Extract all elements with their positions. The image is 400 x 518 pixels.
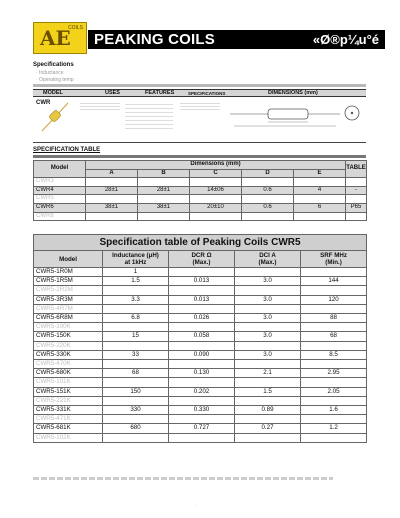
company-logo	[33, 22, 87, 54]
dimensions-cell	[242, 178, 294, 187]
cwr5-cell	[235, 341, 301, 350]
page-number: ·	[196, 502, 198, 508]
cwr5-cell: 3.3	[103, 295, 169, 304]
col-dci-line1: DCI A	[259, 252, 276, 259]
dimensions-cell	[190, 178, 242, 187]
cwr5-cell: 0.090	[169, 350, 235, 359]
cwr5-cell: 0.727	[169, 424, 235, 433]
cwr5-row	[34, 433, 367, 442]
cwr5-cell	[301, 323, 367, 332]
dimensions-row	[34, 203, 367, 212]
cwr5-cell: 88	[301, 314, 367, 323]
cwr5-cell	[235, 378, 301, 387]
cwr5-cell	[235, 268, 301, 277]
col-dimensions-header: Dimensions (mm)	[86, 161, 346, 170]
cwr5-cell: CWR5-3R3M	[34, 295, 103, 304]
cwr5-cell: 3.0	[235, 277, 301, 286]
header-specifications: SPECIFICATIONS	[188, 90, 226, 96]
cwr5-row	[34, 277, 367, 286]
dimensions-cell: 14±06	[190, 186, 242, 195]
dimensions-cell: 38±1	[138, 203, 190, 212]
dimensions-cell: P65	[346, 203, 367, 212]
cwr5-cell	[235, 304, 301, 313]
dimensions-cell: CWR6	[34, 203, 86, 212]
logo-mark: AE	[40, 26, 71, 50]
logo-small-text: COILS	[67, 25, 83, 31]
dimensions-cell	[346, 212, 367, 221]
cwr5-cell	[103, 378, 169, 387]
title-banner	[88, 30, 385, 49]
col-inductance	[103, 251, 169, 268]
cwr5-cell	[169, 323, 235, 332]
divider-line	[33, 142, 366, 143]
col-srf-line1: SRF MHz	[320, 252, 347, 259]
cwr5-cell: CWR5-1R0M	[34, 268, 103, 277]
cwr5-cell: 1.5	[235, 387, 301, 396]
cwr5-cell: CWR5-681K	[34, 424, 103, 433]
spec-line-2: · Operating temp	[36, 77, 74, 83]
col-model-header: Model	[34, 161, 86, 178]
cwr5-cell: CWR5-6R8M	[34, 314, 103, 323]
cwr5-cell	[103, 415, 169, 424]
specifications-text-block	[180, 101, 220, 111]
cwr5-row	[34, 369, 367, 378]
cwr5-cell	[169, 341, 235, 350]
dimensions-cell: CWR8	[34, 212, 86, 221]
dimensions-cell: 38±1	[86, 203, 138, 212]
cwr5-cell: 1	[103, 268, 169, 277]
cwr5-cell: CWR5-680K	[34, 369, 103, 378]
dimensions-cell: CWR3	[34, 178, 86, 187]
dimensions-cell	[346, 178, 367, 187]
cwr5-cell	[235, 415, 301, 424]
dimensions-cell	[242, 195, 294, 204]
cwr5-cell	[301, 396, 367, 405]
col-dcr-line2: (Max.)	[192, 259, 211, 266]
cwr5-cell: 8.5	[301, 350, 367, 359]
cwr5-cell: 0.202	[169, 387, 235, 396]
spec-table-heading: SPECIFICATION TABLE	[33, 147, 101, 153]
dimensions-cell	[190, 212, 242, 221]
cwr5-cell: 3.0	[235, 332, 301, 341]
dimensions-cell: 0.6	[242, 186, 294, 195]
dimensions-cell: 28±1	[138, 186, 190, 195]
cwr5-cell: 3.0	[235, 295, 301, 304]
col-dci-line2: (Max.)	[258, 259, 277, 266]
cwr5-cell	[103, 396, 169, 405]
cwr5-row	[34, 387, 367, 396]
cwr5-cell: CWR5-331K	[34, 406, 103, 415]
cwr5-cell	[301, 268, 367, 277]
model-value: CWR	[36, 100, 51, 106]
cwr5-cell: 0.026	[169, 314, 235, 323]
dimensions-cell	[190, 195, 242, 204]
cwr5-spec-table	[33, 234, 367, 443]
cwr5-cell: 1.6	[301, 406, 367, 415]
col-model	[34, 251, 103, 268]
dimensions-cell: 28±1	[86, 186, 138, 195]
dimensions-cell	[86, 178, 138, 187]
dimensions-row	[34, 212, 367, 221]
cwr5-cell	[301, 341, 367, 350]
cwr5-cell: 33	[103, 350, 169, 359]
cwr5-cell: CWR5-330K	[34, 350, 103, 359]
cwr5-cell: 0.013	[169, 277, 235, 286]
cwr5-cell: CWR5-471K	[34, 415, 103, 424]
col-c-header: C	[190, 169, 242, 178]
cwr5-cell	[169, 360, 235, 369]
cwr5-row	[34, 332, 367, 341]
cwr5-row	[34, 396, 367, 405]
cwr5-cell	[301, 286, 367, 295]
cwr5-cell	[103, 341, 169, 350]
cwr5-cell	[235, 286, 301, 295]
header-uses: USES	[105, 90, 120, 96]
cwr5-row	[34, 295, 367, 304]
cwr5-row	[34, 360, 367, 369]
cwr5-row	[34, 424, 367, 433]
cwr5-cell	[301, 415, 367, 424]
cwr5-cell: CWR5-100K	[34, 323, 103, 332]
cwr5-row	[34, 415, 367, 424]
cwr5-cell	[169, 286, 235, 295]
cwr5-cell: CWR5-4R7M	[34, 304, 103, 313]
cwr5-cell: 0.130	[169, 369, 235, 378]
dimensions-cell	[294, 195, 346, 204]
cwr5-cell: 0.013	[169, 295, 235, 304]
cwr5-cell: 6.8	[103, 314, 169, 323]
cwr5-cell	[103, 360, 169, 369]
features-header-row	[33, 89, 366, 97]
spec-line-1: · Inductance	[36, 70, 64, 76]
cwr5-cell: 0.058	[169, 332, 235, 341]
col-srf-line2: (Min.)	[325, 259, 342, 266]
cwr5-cell: 330	[103, 406, 169, 415]
col-a-header: A	[86, 169, 138, 178]
cwr5-cell: 0.89	[235, 406, 301, 415]
cwr5-cell	[169, 433, 235, 442]
cwr5-cell: CWR5-150K	[34, 332, 103, 341]
cwr5-cell: 3.0	[235, 350, 301, 359]
dimensions-cell: 4	[294, 186, 346, 195]
spec-table-divider	[33, 155, 366, 158]
cwr5-cell: 1.5	[103, 277, 169, 286]
dimensions-cell: 20±10	[190, 203, 242, 212]
cwr5-cell: 2.05	[301, 387, 367, 396]
footnote	[33, 476, 333, 482]
cwr5-row	[34, 268, 367, 277]
col-dcr-line1: DCR Ω	[191, 252, 212, 259]
cwr5-cell: 0.27	[235, 424, 301, 433]
dimensions-cell	[294, 212, 346, 221]
cwr5-cell	[235, 433, 301, 442]
cwr5-row	[34, 314, 367, 323]
cwr5-row	[34, 378, 367, 387]
col-model-label: Model	[59, 255, 77, 263]
col-dcr	[169, 251, 235, 268]
cwr5-cell	[235, 396, 301, 405]
cwr5-cell	[169, 415, 235, 424]
dimensions-table	[33, 160, 367, 221]
cwr5-cell	[103, 323, 169, 332]
col-dci	[235, 251, 301, 268]
dimensions-cell: -	[346, 186, 367, 195]
cwr5-cell	[169, 378, 235, 387]
cwr5-cell	[301, 378, 367, 387]
col-inductance-line1: Inductance (μH)	[112, 252, 159, 259]
cwr5-cell: CWR5-1R5M	[34, 277, 103, 286]
cwr5-cell	[103, 286, 169, 295]
cwr5-cell: 680	[103, 424, 169, 433]
cwr5-table-title: Specification table of Peaking Coils CWR5	[34, 235, 367, 251]
cwr5-cell: 120	[301, 295, 367, 304]
cwr5-cell	[169, 304, 235, 313]
cwr5-cell: 0.330	[169, 406, 235, 415]
dimensions-cell	[86, 195, 138, 204]
cwr5-row	[34, 406, 367, 415]
cwr5-cell: 15	[103, 332, 169, 341]
cwr5-cell: 68	[301, 332, 367, 341]
cwr5-cell	[169, 396, 235, 405]
cwr5-row	[34, 304, 367, 313]
col-b-header: B	[138, 169, 190, 178]
dimensions-cell: 6	[294, 203, 346, 212]
header-dimensions: DIMENSIONS (mm)	[268, 90, 318, 96]
cwr5-row	[34, 350, 367, 359]
cwr5-cell: 1.2	[301, 424, 367, 433]
cwr5-row	[34, 286, 367, 295]
dimensions-row	[34, 186, 367, 195]
dimensions-cell	[138, 212, 190, 221]
cwr5-row	[34, 341, 367, 350]
cwr5-cell	[103, 433, 169, 442]
cwr5-cell	[301, 360, 367, 369]
cwr5-cell: CWR5-101K	[34, 378, 103, 387]
cwr5-cell: CWR5-221K	[34, 396, 103, 405]
cwr5-cell: 68	[103, 369, 169, 378]
cwr5-cell	[169, 268, 235, 277]
cwr5-row	[34, 323, 367, 332]
features-text-block	[125, 101, 173, 129]
col-e-header: E	[294, 169, 346, 178]
dimensions-row	[34, 178, 367, 187]
dimensions-row	[34, 195, 367, 204]
cwr5-cell: 3.0	[235, 314, 301, 323]
header-features: FEATURES	[145, 90, 175, 96]
cwr5-cell	[301, 433, 367, 442]
page-title: PEAKING COILS	[94, 31, 215, 48]
col-d-header: D	[242, 169, 294, 178]
cwr5-cell: 150	[103, 387, 169, 396]
section-divider	[33, 84, 366, 87]
cwr5-cell: 2.1	[235, 369, 301, 378]
dimensions-cell	[294, 178, 346, 187]
col-srf	[301, 251, 367, 268]
dimensions-cell	[242, 212, 294, 221]
cwr5-cell	[103, 304, 169, 313]
dimensions-cell: CWR5	[34, 195, 86, 204]
cwr5-cell: 144	[301, 277, 367, 286]
dimensions-cell	[86, 212, 138, 221]
col-table-header: TABLE	[346, 161, 367, 178]
cwr5-cell	[301, 304, 367, 313]
dimensions-cell: 0.6	[242, 203, 294, 212]
cwr5-cell: CWR5-470K	[34, 360, 103, 369]
dimension-drawing	[228, 98, 368, 142]
uses-text-block	[80, 101, 120, 111]
specifications-heading: Specifications	[33, 62, 74, 68]
dimensions-cell	[346, 195, 367, 204]
header-model: MODEL	[43, 90, 63, 96]
cwr5-cell	[235, 360, 301, 369]
dimensions-cell	[138, 195, 190, 204]
title-right-text: «Ø®p¼u°é	[312, 32, 379, 47]
dimensions-cell: CWR4	[34, 186, 86, 195]
cwr5-cell: CWR5-102K	[34, 433, 103, 442]
dimensions-cell	[138, 178, 190, 187]
cwr5-cell: CWR5-151K	[34, 387, 103, 396]
coil-photo-icon	[40, 101, 70, 133]
cwr5-cell	[235, 323, 301, 332]
col-inductance-line2: at 1kHz	[124, 259, 147, 266]
cwr5-cell: 2.95	[301, 369, 367, 378]
cwr5-cell: CWR5-220K	[34, 341, 103, 350]
cwr5-cell: CWR5-2R2M	[34, 286, 103, 295]
